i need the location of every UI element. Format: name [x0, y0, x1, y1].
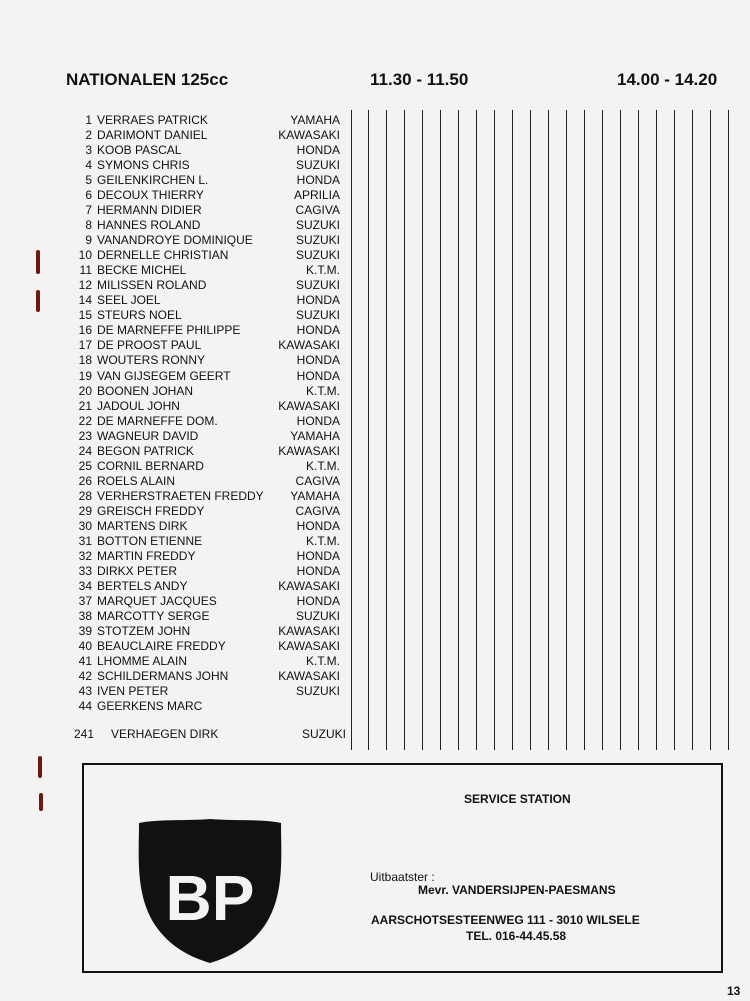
service-station-label: SERVICE STATION: [464, 792, 571, 806]
entry-number: 5: [85, 173, 92, 188]
entry-row: [0, 218, 750, 233]
motorcycle-make: KAWASAKI: [278, 338, 340, 353]
entry-row: [0, 308, 750, 323]
rider-name: MARTENS DIRK: [97, 518, 188, 533]
motorcycle-make: K.T.M.: [305, 263, 340, 278]
entry-row: [0, 233, 750, 248]
entry-number: 24: [78, 443, 92, 458]
motorcycle-make: KAWASAKI: [278, 128, 340, 143]
entry-number: 1: [85, 113, 92, 127]
entry-number: 16: [78, 323, 92, 338]
rider-name: STOTZEM JOHN: [97, 624, 191, 639]
entry-number: 41: [78, 654, 92, 669]
rider-name: WOUTERS RONNY: [97, 353, 205, 368]
entry-number: 241: [73, 727, 94, 741]
rider-name: DARIMONT DANIEL: [97, 128, 208, 143]
rider-name: DE PROOST PAUL: [97, 338, 202, 353]
entry-row: [0, 609, 750, 624]
rider-name: VAN GIJSEGEM GEERT: [97, 368, 231, 383]
entry-row: [0, 727, 750, 742]
entry-number: 42: [78, 669, 92, 684]
entry-number: 30: [78, 518, 92, 533]
rider-name: ROELS ALAIN: [97, 473, 176, 488]
binder-mark: [36, 290, 40, 312]
bp-shield-logo: [135, 815, 285, 965]
entry-number: 34: [78, 578, 92, 593]
entry-row: [0, 143, 750, 158]
entry-number: 21: [78, 398, 92, 413]
motorcycle-make: SUZUKI: [295, 248, 340, 263]
entry-number: 14: [78, 293, 92, 308]
motorcycle-make: CAGIVA: [295, 473, 340, 488]
rider-name: VERHERSTRAETEN FREDDY: [97, 488, 264, 503]
motorcycle-make: APRILIA: [293, 188, 340, 203]
rider-name: MILISSEN ROLAND: [97, 278, 207, 293]
motorcycle-make: KAWASAKI: [278, 624, 340, 639]
entry-number: 22: [78, 413, 92, 428]
motorcycle-make: HONDA: [296, 548, 340, 563]
motorcycle-make: HONDA: [296, 293, 340, 308]
motorcycle-make: HONDA: [296, 353, 340, 368]
motorcycle-make: HONDA: [296, 368, 340, 383]
rider-name: DE MARNEFFE DOM.: [97, 413, 218, 428]
entry-row: [0, 188, 750, 203]
entry-row: [0, 549, 750, 564]
entry-number: 3: [85, 143, 92, 158]
motorcycle-make: K.T.M.: [305, 654, 340, 669]
motorcycle-make: KAWASAKI: [278, 443, 340, 458]
rider-name: JADOUL JOHN: [97, 398, 180, 413]
entry-row: [0, 323, 750, 338]
entry-number: 8: [85, 218, 92, 233]
motorcycle-make: KAWASAKI: [278, 578, 340, 593]
entry-row: [0, 113, 750, 128]
entry-row: [0, 353, 750, 368]
entry-row: [0, 293, 750, 308]
rider-name: VERRAES PATRICK: [97, 113, 208, 127]
binder-mark: [38, 756, 42, 778]
motorcycle-make: SUZUKI: [295, 684, 340, 699]
entry-number: 26: [78, 473, 92, 488]
entry-row: [0, 519, 750, 534]
time-slot-2: 14.00 - 14.20: [617, 70, 718, 89]
entry-row: [0, 158, 750, 173]
rider-name: SCHILDERMANS JOHN: [97, 669, 229, 684]
entry-row: [0, 384, 750, 399]
rider-name: BOONEN JOHAN: [97, 383, 194, 398]
page-title: NATIONALEN 125cc: [66, 70, 229, 89]
entry-row: [0, 669, 750, 684]
entry-row: [0, 399, 750, 414]
motorcycle-make: SUZUKI: [295, 218, 340, 233]
entry-number: 23: [78, 428, 92, 443]
operator-label: Uitbaatster :: [370, 870, 435, 884]
rider-name: HERMANN DIDIER: [97, 203, 202, 218]
entry-number: 2: [85, 128, 92, 143]
entry-number: 37: [78, 593, 92, 608]
motorcycle-make: SUZUKI: [301, 727, 346, 741]
rider-name: BEGON PATRICK: [97, 443, 194, 458]
motorcycle-make: HONDA: [296, 563, 340, 578]
rider-name: GREISCH FREDDY: [97, 503, 205, 518]
entry-row: [0, 459, 750, 474]
rider-name: DERNELLE CHRISTIAN: [97, 248, 229, 263]
entry-number: 40: [78, 639, 92, 654]
time-slot-1: 11.30 - 11.50: [370, 70, 469, 89]
rider-name: GEILENKIRCHEN L.: [97, 173, 209, 188]
rider-name: BEAUCLAIRE FREDDY: [97, 639, 226, 654]
rider-name: MARQUET JACQUES: [97, 593, 217, 608]
entry-number: 15: [78, 308, 92, 323]
entry-number: 7: [85, 203, 92, 218]
motorcycle-make: HONDA: [296, 143, 340, 158]
motorcycle-make: HONDA: [296, 173, 340, 188]
motorcycle-make: KAWASAKI: [278, 669, 340, 684]
address: AARSCHOTSESTEENWEG 111 - 3010 WILSELE: [371, 913, 640, 927]
motorcycle-make: CAGIVA: [295, 503, 340, 518]
motorcycle-make: YAMAHA: [290, 428, 340, 443]
rider-name: LHOMME ALAIN: [97, 654, 188, 669]
motorcycle-make: SUZUKI: [295, 278, 340, 293]
rider-name: HANNES ROLAND: [97, 218, 201, 233]
entry-number: 9: [85, 233, 92, 248]
entry-number: 10: [78, 248, 92, 263]
entry-row: [0, 534, 750, 549]
motorcycle-make: SUZUKI: [295, 308, 340, 323]
rider-name: VERHAEGEN DIRK: [111, 727, 219, 741]
entry-number: 25: [78, 458, 92, 473]
rider-name: BECKE MICHEL: [97, 263, 187, 278]
entry-row: [0, 699, 750, 714]
motorcycle-make: HONDA: [296, 413, 340, 428]
entry-number: 39: [78, 624, 92, 639]
binder-mark: [39, 793, 43, 811]
entry-row: [0, 564, 750, 579]
entry-number: 11: [79, 263, 92, 278]
entry-row: [0, 654, 750, 669]
entry-row: [0, 414, 750, 429]
entry-number: 20: [78, 383, 92, 398]
entry-number: 43: [78, 684, 92, 699]
rider-name: GEERKENS MARC: [97, 699, 203, 714]
operator-name: Mevr. VANDERSIJPEN-PAESMANS: [418, 883, 616, 897]
motorcycle-make: HONDA: [296, 518, 340, 533]
entry-number: 19: [78, 368, 92, 383]
rider-name: MARTIN FREDDY: [97, 548, 196, 563]
phone: TEL. 016-44.45.58: [466, 929, 567, 943]
rider-name: BERTELS ANDY: [97, 578, 188, 593]
motorcycle-make: SUZUKI: [295, 158, 340, 173]
motorcycle-make: KAWASAKI: [278, 639, 340, 654]
motorcycle-make: HONDA: [296, 593, 340, 608]
binder-mark: [36, 250, 40, 274]
entry-number: 31: [78, 533, 92, 548]
entry-number: 18: [78, 353, 92, 368]
rider-name: WAGNEUR DAVID: [97, 428, 199, 443]
entry-row: [0, 594, 750, 609]
entry-row: [0, 504, 750, 519]
entry-number: 44: [78, 699, 92, 714]
entry-number: 32: [78, 548, 92, 563]
rider-name: KOOB PASCAL: [97, 143, 182, 158]
entry-row: [0, 579, 750, 594]
entry-row: [0, 474, 750, 489]
rider-name: VANANDROYE DOMINIQUE: [97, 233, 253, 248]
entry-row: [0, 338, 750, 353]
entry-number: 38: [78, 608, 92, 623]
entry-row: [0, 263, 750, 278]
entry-row: [0, 429, 750, 444]
motorcycle-make: SUZUKI: [295, 233, 340, 248]
motorcycle-make: KAWASAKI: [278, 398, 340, 413]
motorcycle-make: K.T.M.: [305, 458, 340, 473]
motorcycle-make: K.T.M.: [305, 383, 340, 398]
rider-name: SYMONS CHRIS: [97, 158, 190, 173]
entry-row: [0, 278, 750, 293]
rider-name: MARCOTTY SERGE: [97, 608, 210, 623]
rider-name: DE MARNEFFE PHILIPPE: [97, 323, 241, 338]
page-number: 13: [727, 984, 741, 998]
entry-number: 17: [78, 338, 92, 353]
rider-name: SEEL JOEL: [97, 293, 161, 308]
entry-row: [0, 203, 750, 218]
entry-row: [0, 489, 750, 504]
motorcycle-make: CAGIVA: [295, 203, 340, 218]
entry-row: [0, 684, 750, 699]
entry-number: 33: [78, 563, 92, 578]
entry-row: [0, 248, 750, 263]
entry-row: [0, 128, 750, 143]
rider-name: CORNIL BERNARD: [97, 458, 204, 473]
rider-name: DIRKX PETER: [97, 563, 178, 578]
bp-logo-text: BP: [165, 862, 255, 934]
motorcycle-make: HONDA: [296, 323, 340, 338]
entry-row: [0, 624, 750, 639]
entry-row: [0, 639, 750, 654]
entry-number: 28: [78, 488, 92, 503]
entry-number: 29: [78, 503, 92, 518]
rider-name: IVEN PETER: [97, 684, 169, 699]
rider-name: STEURS NOEL: [97, 308, 182, 323]
motorcycle-make: SUZUKI: [295, 608, 340, 623]
entry-row: [0, 444, 750, 459]
motorcycle-make: K.T.M.: [305, 533, 340, 548]
rider-name: DECOUX THIERRY: [97, 188, 204, 203]
motorcycle-make: YAMAHA: [290, 113, 340, 127]
motorcycle-make: YAMAHA: [290, 488, 340, 503]
entry-row: [0, 173, 750, 188]
entry-number: 6: [85, 188, 92, 203]
entry-number: 12: [78, 278, 92, 293]
rider-name: BOTTON ETIENNE: [97, 533, 203, 548]
entry-number: 4: [85, 158, 92, 173]
entry-row: [0, 369, 750, 384]
